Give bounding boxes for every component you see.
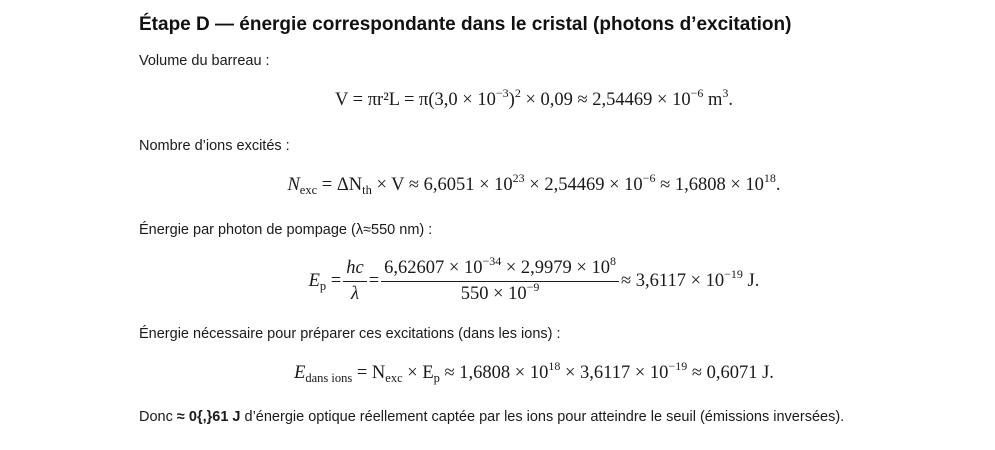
eq-part: ≈ 1,6808 × 10 — [439, 363, 549, 383]
eq-part: ≈ 0,6071 J. — [687, 363, 774, 383]
photon-label: Énergie par photon de pompage (λ≈550 nm) : — [139, 222, 433, 238]
volume-label: Volume du barreau : — [139, 53, 270, 69]
subscript: exc — [385, 371, 403, 385]
ions-label: Nombre d’ions excités : — [139, 138, 290, 154]
denominator: λ — [350, 284, 359, 304]
conclusion-suffix: d’énergie optique réellement captée par les ions pour atteindre le seuil (émissions inversées). — [240, 409, 845, 425]
subscript: p — [319, 279, 327, 293]
exp: 18 — [548, 359, 561, 373]
subscript: th — [362, 183, 372, 197]
subscript: exc — [299, 183, 318, 197]
fraction-values — [381, 254, 619, 305]
eq-part: . — [775, 175, 781, 195]
eq-part: m — [703, 90, 723, 110]
eq-part: = — [368, 271, 380, 291]
exp: 2 — [514, 86, 521, 100]
eq-part: × E — [402, 363, 434, 383]
fraction-hc-lambda — [343, 258, 366, 305]
symbol: N — [287, 175, 300, 195]
subscript: dans ions — [305, 371, 353, 385]
exp: 3 — [722, 86, 729, 100]
eq-part: = N — [352, 363, 386, 383]
denominator-part: 550 × 10 — [460, 284, 527, 304]
eq-part: = ΔN — [317, 175, 363, 195]
exp: −19 — [668, 359, 688, 373]
eq-part: J. — [742, 271, 760, 291]
exp: −34 — [482, 254, 502, 268]
eq-part: × 0,09 ≈ 2,54469 × 10 — [520, 90, 691, 110]
ions-equation — [139, 171, 929, 197]
subscript: p — [433, 371, 440, 385]
conclusion-text — [139, 409, 844, 425]
numerator: hc — [346, 258, 364, 278]
conclusion-value: ≈ 0{,}61 J — [176, 409, 241, 425]
eq-part: × 2,54469 × 10 — [524, 175, 643, 195]
exp: 8 — [609, 254, 616, 268]
exp: −9 — [526, 280, 540, 294]
volume-eq-head: V = πr²L = π(3,0 × 10 — [334, 90, 496, 110]
eq-part: ≈ 3,6117 × 10 — [620, 271, 725, 291]
exp: −19 — [724, 267, 743, 281]
exp: 23 — [512, 171, 525, 185]
eq-part: = — [326, 271, 342, 291]
eq-part: . — [728, 90, 734, 110]
exp: −3 — [495, 86, 509, 100]
symbol: E — [294, 363, 306, 383]
numerator-part: × 2,9979 × 10 — [501, 258, 610, 278]
eq-part: ) — [508, 90, 515, 110]
photon-equation — [139, 254, 929, 305]
energy-equation — [139, 359, 929, 385]
eq-part: × 3,6117 × 10 — [560, 363, 669, 383]
eq-part: × V ≈ 6,6051 × 10 — [371, 175, 513, 195]
exp: 18 — [763, 171, 776, 185]
eq-part: ≈ 1,6808 × 10 — [655, 175, 764, 195]
volume-equation — [139, 86, 929, 111]
conclusion-prefix: Donc — [139, 409, 177, 425]
exp: −6 — [690, 86, 704, 100]
numerator-part: 6,62607 × 10 — [384, 258, 483, 278]
exp: −6 — [642, 171, 656, 185]
content-area — [139, 0, 959, 450]
section-heading: Étape D — énergie correspondante dans le cristal (photons d’excitation) — [139, 14, 792, 35]
symbol: E — [308, 271, 320, 291]
energy-label: Énergie nécessaire pour préparer ces excitations (dans les ions) : — [139, 326, 561, 342]
